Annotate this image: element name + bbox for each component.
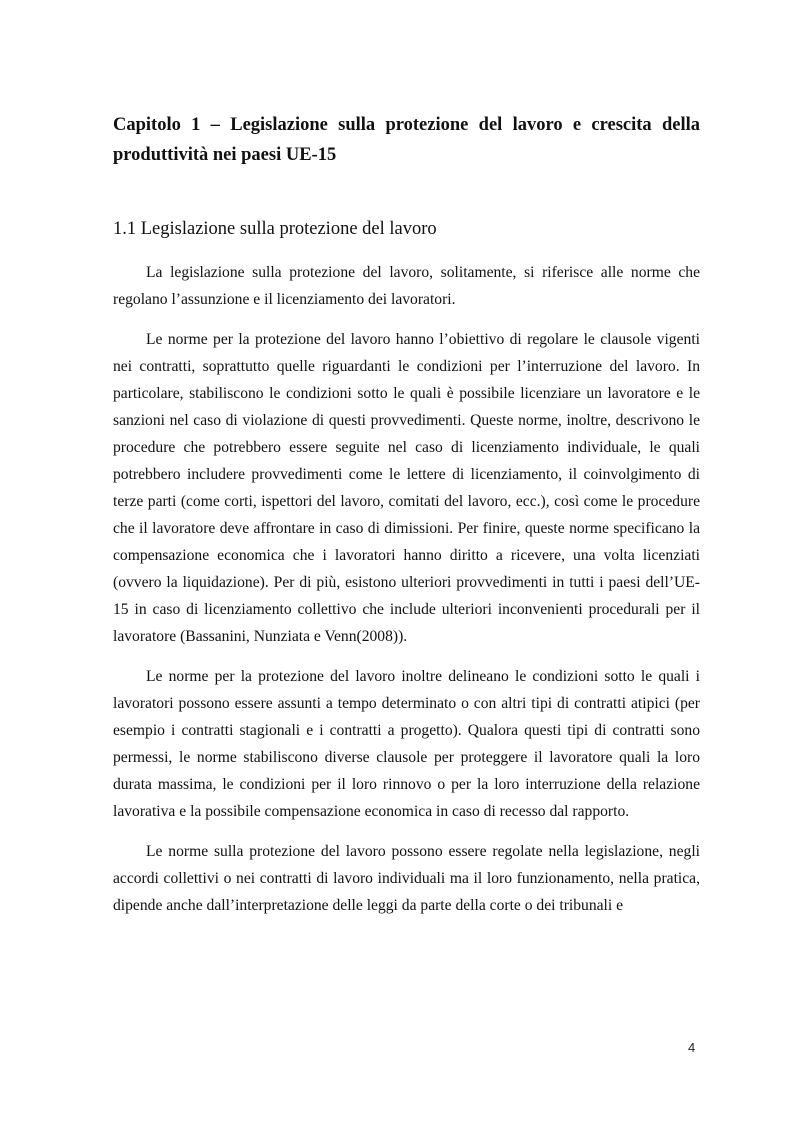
- paragraph: Le norme sulla protezione del lavoro possono essere regolate nella legislazione, negli accordi collettivi o nei contratti di lavoro individuali ma il loro funzionamento, nella pratica, dipende anche dall’interpretazione delle leggi da parte della corte o dei tribunali e: [113, 843, 700, 914]
- chapter-title: Capitolo 1 – Legislazione sulla protezione del lavoro e crescita della produttività nei paesi UE-15: [113, 115, 700, 165]
- paragraph: Le norme per la protezione del lavoro hanno l’obiettivo di regolare le clausole vigenti nei contratti, soprattutto quelle riguardanti le condizioni per l’interruzione del lavoro. In particolare, stabiliscono le condizioni sotto le quali è possibile licenziare un lavoratore e le sanzioni nel caso di violazione di questi provvedimenti. Queste norme, inoltre, descrivono le procedure che potrebbero essere seguite nel caso di licenziamento individuale, le quali potrebbero includere provvedimenti come le lettere di licenziamento, il coinvolgimento di terze parti (come corti, ispettori del lavoro, comitati del lavoro, ecc.), così come le procedure che il lavoratore deve affrontare in caso di dimissioni. Per finire, queste norme specificano la compensazione economica che i lavoratori hanno diritto a ricevere, una volta licenziati (ovvero la liquidazione). Per di più, esistono ulteriori provvedimenti in tutti i paesi dell’UE-15 in caso di licenziamento collettivo che include ulteriori inconvenienti procedurali per il lavoratore (Bassanini, Nunziata e Venn(2008)).: [113, 331, 700, 645]
- document-page: [113, 110, 700, 919]
- section-title: 1.1 Legislazione sulla protezione del lavoro: [113, 219, 437, 239]
- paragraph: La legislazione sulla protezione del lavoro, solitamente, si riferisce alle norme che regolano l’assunzione e il licenziamento dei lavoratori.: [113, 264, 700, 308]
- paragraph: Le norme per la protezione del lavoro inoltre delineano le condizioni sotto le quali i lavoratori possono essere assunti a tempo determinato o con altri tipi di contratti atipici (per esempio i contratti stagionali e i contratti a progetto). Qualora questi tipi di contratti sono permessi, le norme stabiliscono diverse clausole per proteggere il lavoratore quali la loro durata massima, le condizioni per il loro rinnovo o per la loro interruzione della relazione lavorativa e la possibile compensazione economica in caso di recesso dal rapporto.: [113, 668, 700, 820]
- page-number: 4: [688, 1040, 696, 1055]
